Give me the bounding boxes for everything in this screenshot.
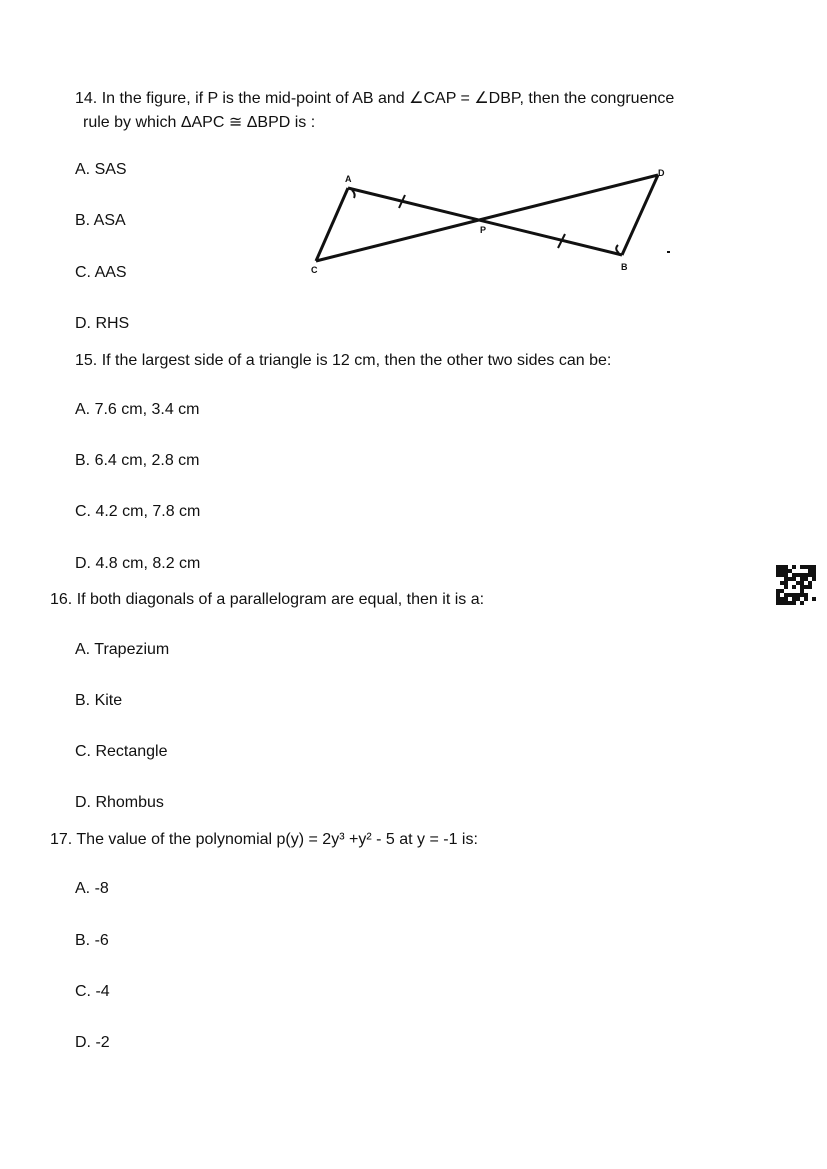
angle-mark-b xyxy=(616,245,619,253)
q17-option-d: D. -2 xyxy=(75,1034,110,1051)
q14-option-a: A. SAS xyxy=(75,161,127,178)
q15-option-d: D. 4.8 cm, 8.2 cm xyxy=(75,555,201,572)
q14-option-b: B. ASA xyxy=(75,212,126,229)
q14-option-c: C. AAS xyxy=(75,264,127,281)
q16-option-a: A. Trapezium xyxy=(75,641,170,658)
qr-code-icon xyxy=(776,565,816,605)
segment-cd xyxy=(316,175,658,261)
segment-ac xyxy=(316,188,348,261)
q15-option-c: C. 4.2 cm, 7.8 cm xyxy=(75,503,201,520)
q15-stem: 15. If the largest side of a triangle is 12 cm, then the other two sides can be: xyxy=(75,352,612,369)
q16-option-d: D. Rhombus xyxy=(75,794,164,811)
q17-stem: 17. The value of the polynomial p(y) = 2y³ +y² - 5 at y = -1 is: xyxy=(50,831,478,848)
label-p: P xyxy=(480,225,487,235)
segment-ab xyxy=(348,188,622,255)
q16-option-b: B. Kite xyxy=(75,692,123,709)
q15-option-a: A. 7.6 cm, 3.4 cm xyxy=(75,401,200,418)
label-d: D xyxy=(658,168,665,178)
q17-option-b: B. -6 xyxy=(75,932,109,949)
segment-bd xyxy=(622,175,658,255)
q14-stem-line1: 14. In the figure, if P is the mid-point of AB and ∠CAP = ∠DBP, then the congruence xyxy=(75,90,675,107)
q15-option-b: B. 6.4 cm, 2.8 cm xyxy=(75,452,200,469)
q16-option-c: C. Rectangle xyxy=(75,743,168,760)
angle-mark-a xyxy=(352,190,355,198)
congruence-figure xyxy=(0,0,827,300)
q17-option-c: C. -4 xyxy=(75,983,110,1000)
label-a: A xyxy=(345,174,352,184)
label-c: C xyxy=(311,265,318,275)
q17-option-a: A. -8 xyxy=(75,880,109,897)
q14-option-d: D. RHS xyxy=(75,315,130,332)
label-b: B xyxy=(621,262,628,272)
q16-stem: 16. If both diagonals of a parallelogram are equal, then it is a: xyxy=(50,591,485,608)
q14-stem-line2: rule by which ΔAPC ≅ ΔBPD is : xyxy=(83,114,316,131)
